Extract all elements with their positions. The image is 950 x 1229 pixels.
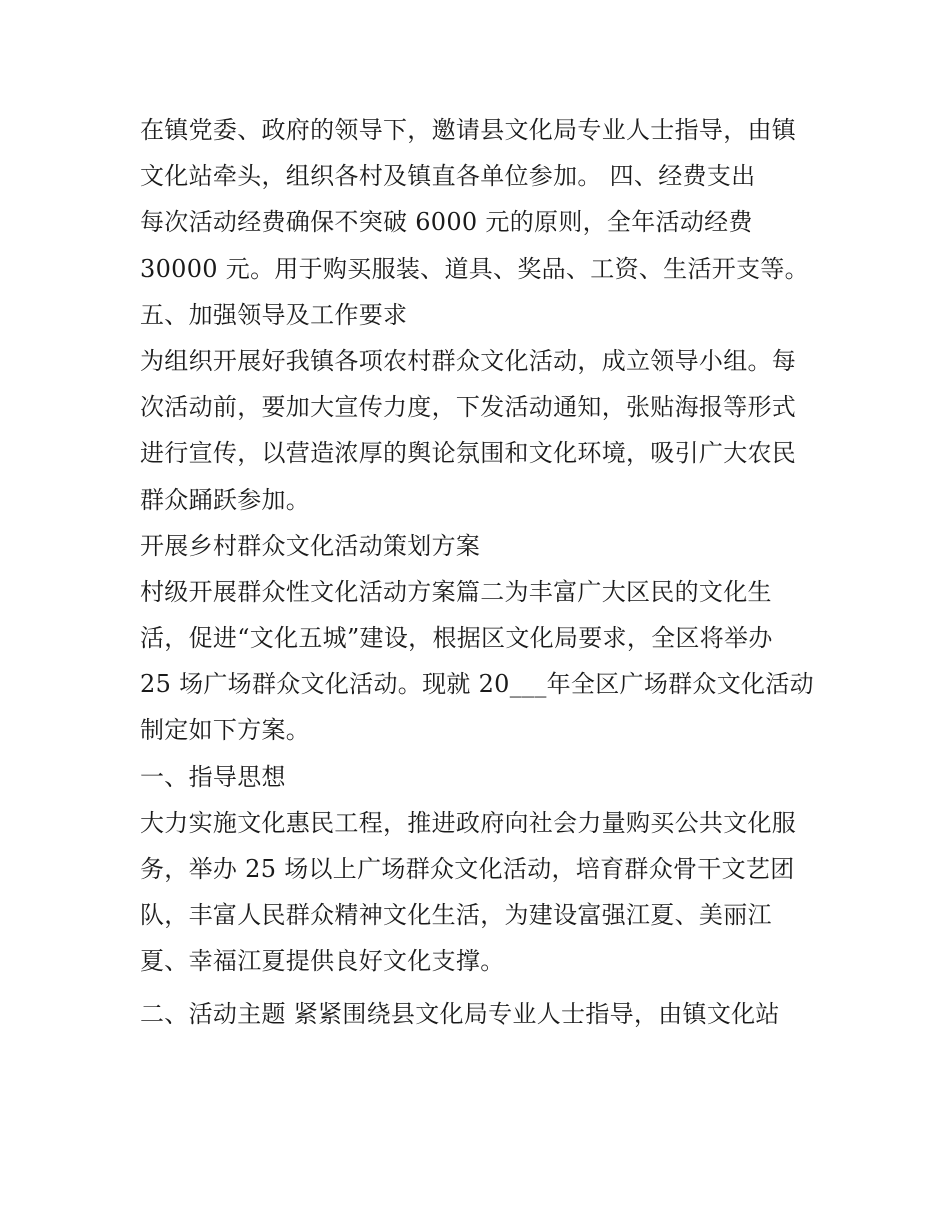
text-line: 制定如下方案。 — [140, 716, 311, 745]
section-heading: 五、加强领导及工作要求 — [140, 300, 408, 329]
section-heading: 一、指导思想 — [140, 762, 286, 791]
text-line: 夏、幸福江夏提供良好文化支撑。 — [140, 947, 505, 976]
document-body — [140, 107, 840, 1037]
text-line: 每次活动经费确保不突破 6000 元的原则，全年活动经费 — [140, 208, 753, 237]
text-line: 村级开展群众性文化活动方案篇二为丰富广大区民的文化生 — [140, 577, 772, 606]
document-title: 开展乡村群众文化活动策划方案 — [140, 531, 481, 560]
text-line: 25 场广场群众文化活动。现就 20___年全区广场群众文化活动 — [140, 670, 814, 699]
text-line: 务，举办 25 场以上广场群众文化活动，培育群众骨干文艺团 — [140, 855, 795, 883]
text-line: 进行宣传，以营造浓厚的舆论氛围和文化环境，吸引广大农民 — [140, 439, 797, 468]
text-line: 文化站牵头，组织各村及镇直各单位参加。 四、经费支出 — [140, 162, 756, 191]
text-line: 群众踊跃参加。 — [140, 485, 311, 514]
text-line: 队，丰富人民群众精神文化生活，为建设富强江夏、美丽江 — [140, 901, 772, 930]
text-line: 为组织开展好我镇各项农村群众文化活动，成立领导小组。每 — [140, 346, 797, 375]
text-line: 30000 元。用于购买服装、道具、奖品、工资、生活开支等。 — [140, 254, 809, 283]
text-line: 活，促进“文化五城”建设，根据区文化局要求，全区将举办 — [140, 624, 773, 653]
section-heading: 二、活动主题 紧紧围绕县文化局专业人士指导，由镇文化站 — [140, 999, 780, 1028]
text-line: 次活动前，要加大宣传力度，下发活动通知，张贴海报等形式 — [140, 393, 797, 422]
text-line: 大力实施文化惠民工程，推进政府向社会力量购买公共文化服 — [140, 808, 797, 837]
text-line: 在镇党委、政府的领导下，邀请县文化局专业人士指导，由镇 — [140, 116, 797, 144]
